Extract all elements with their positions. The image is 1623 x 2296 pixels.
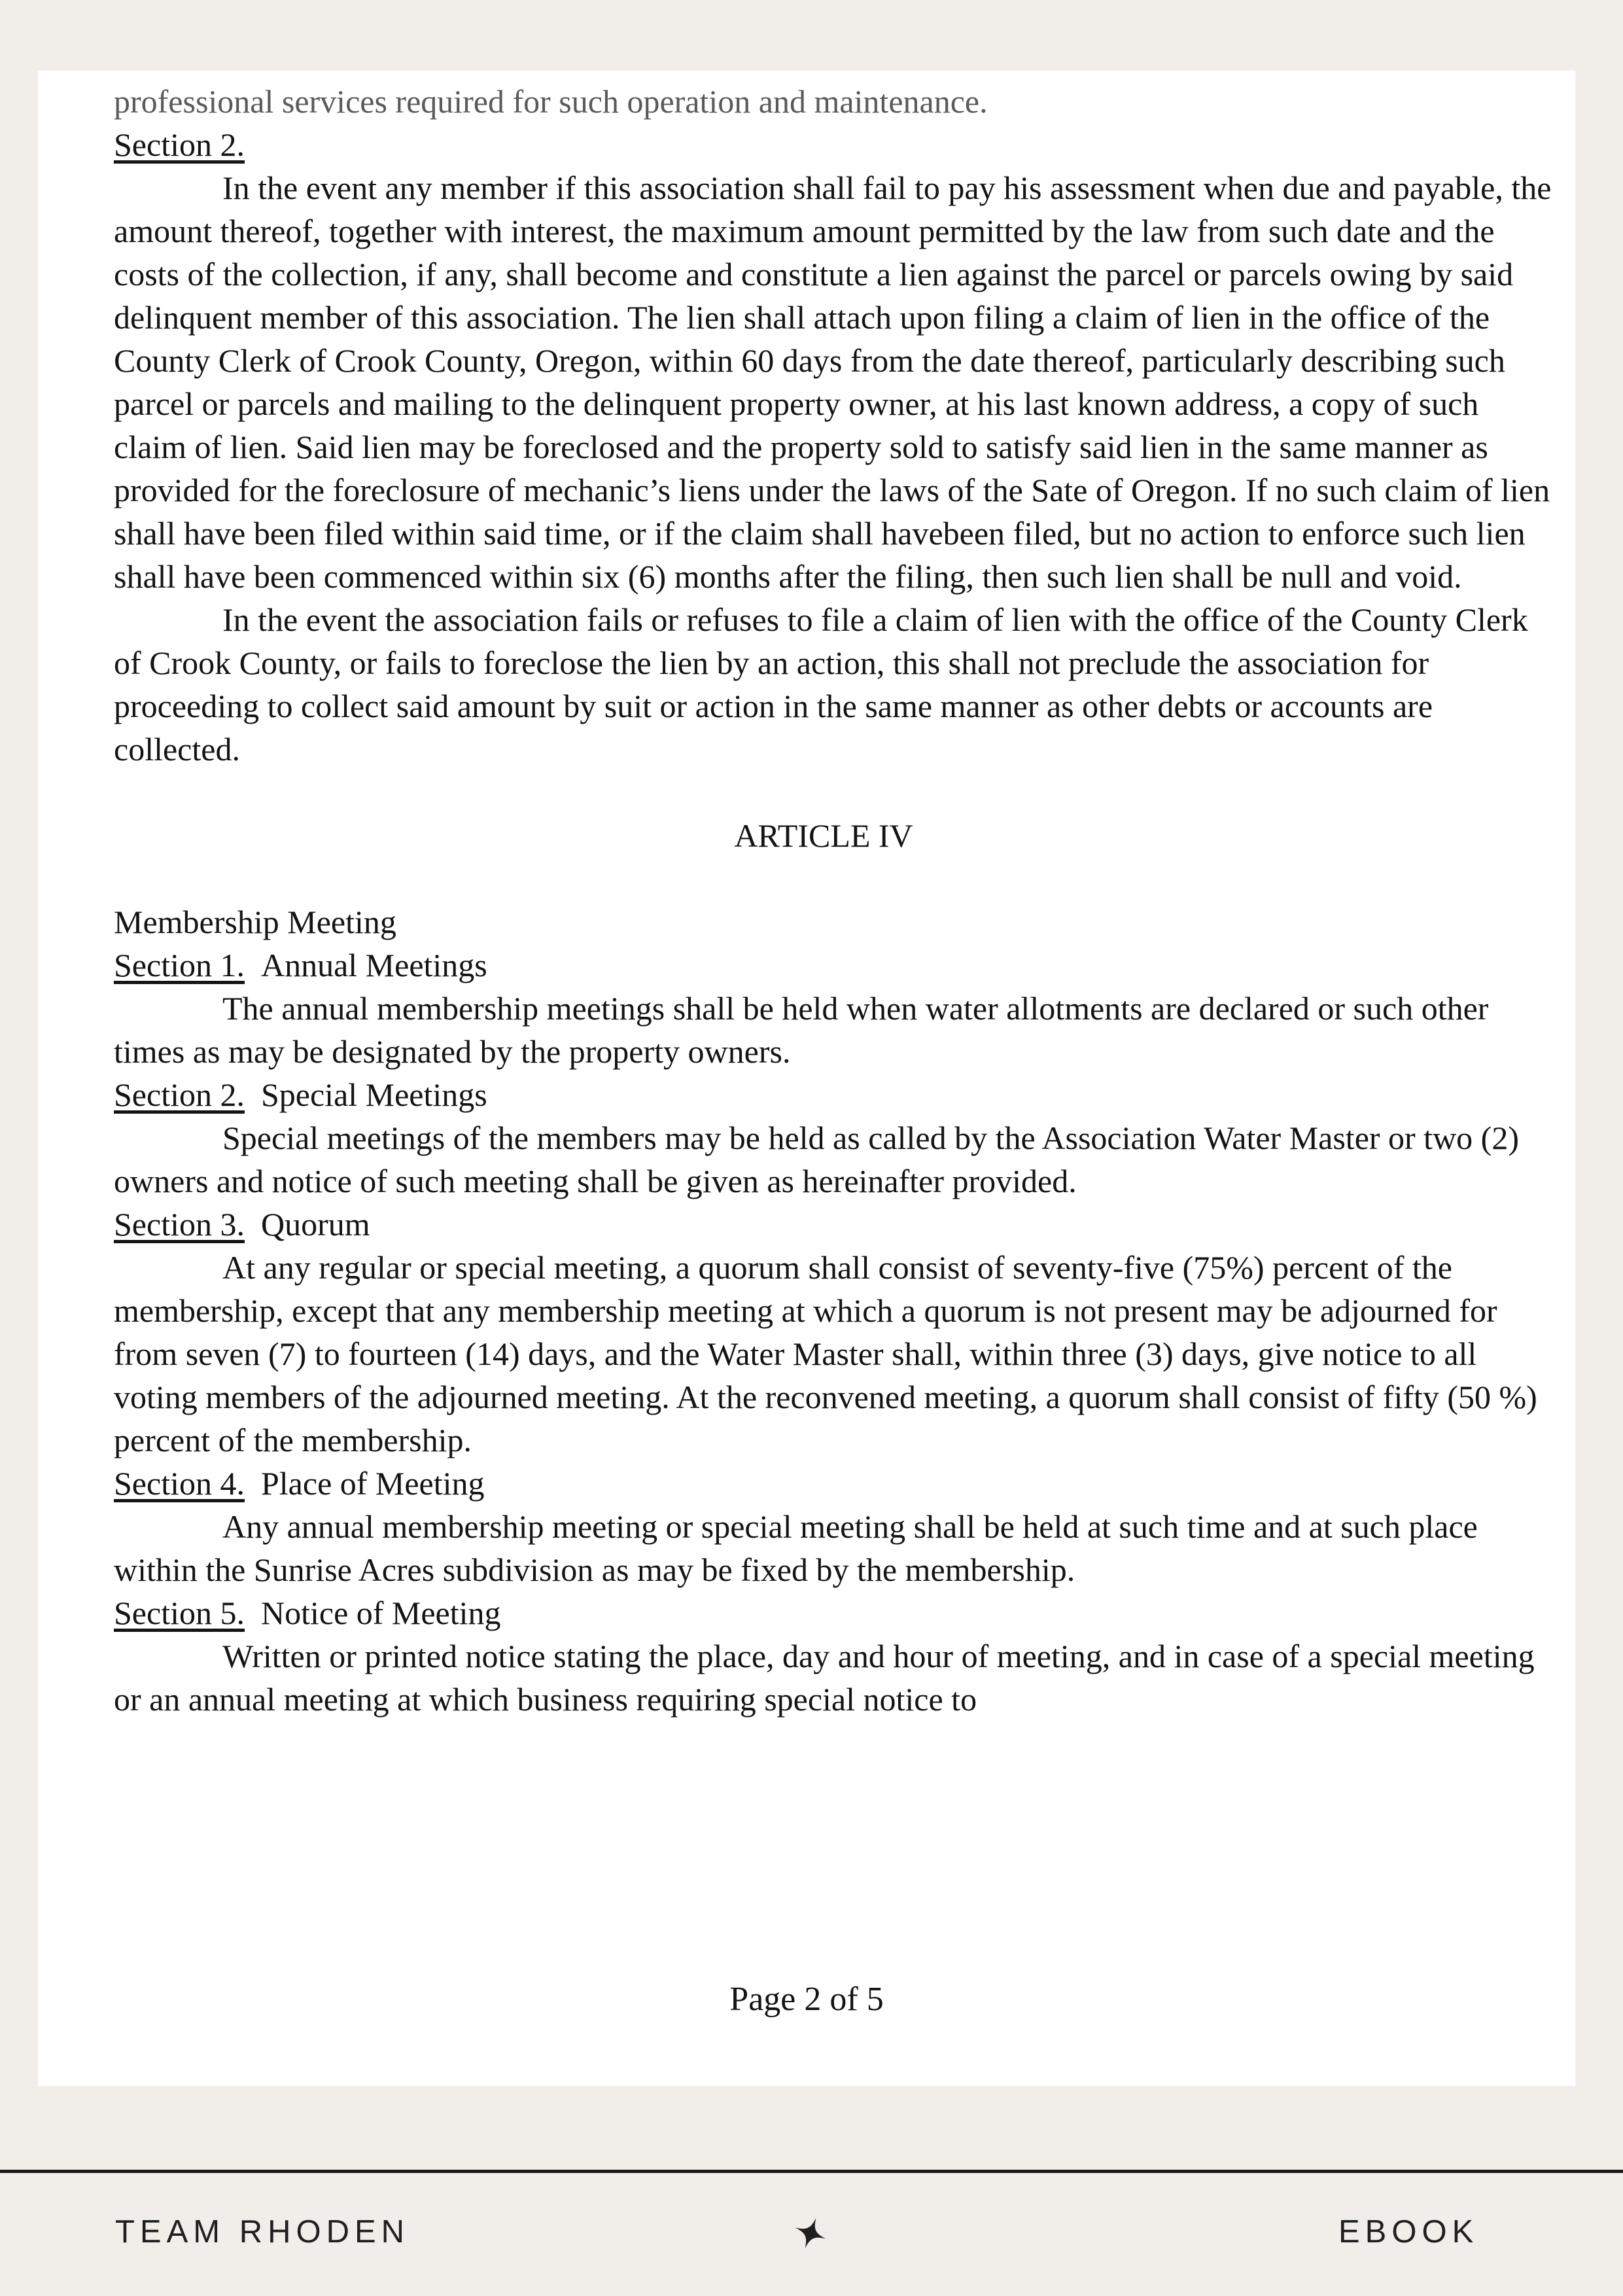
section-body: Any annual membership meeting or special meeting shall be held at such time and at such place within the Sunrise Acres subdivision as may be fixed by the membership. (114, 1508, 1478, 1588)
section-heading: Section 4. (114, 1465, 245, 1502)
section-heading: Section 5. (114, 1595, 245, 1631)
section-heading-row (114, 1591, 1553, 1634)
section-heading-row (114, 1462, 1553, 1505)
section-title: Annual Meetings (260, 947, 487, 983)
footer-brand: TEAM RHODEN (115, 2214, 410, 2250)
footer-label: EBOOK (1338, 2214, 1479, 2250)
section-body: Special meetings of the members may be held as called by the Association Water Master or two (2) owners and notice of such meeting shall be given as hereinafter provided. (114, 1120, 1519, 1199)
section-title: Notice of Meeting (260, 1595, 501, 1631)
section-title: Quorum (260, 1206, 370, 1243)
section-title: Place of Meeting (260, 1465, 485, 1502)
paragraph-collection: In the event the association fails or refuses to file a claim of lien with the office of the County Clerk of Crook County, or fails to foreclose the lien by an action, this shall not preclude the association for proceeding to collect said amount by suit or action in the same manner as other debts or accounts are collected. (114, 601, 1528, 768)
article-heading: ARTICLE IV (734, 817, 913, 854)
section-heading: Section 1. (114, 947, 245, 983)
article-title: Membership Meeting (114, 904, 396, 940)
section-body: At any regular or special meeting, a quorum shall consist of seventy-five (75%) percent of the membership, except that any membership meeting at which a quorum is not present may be adjourned for from seven (7) to fourteen (14) days, and the Water Master shall, within three (3) days, give notice to all voting members of the adjourned meeting. At the reconvened meeting, a quorum shall consist of fifty (50 %) percent of the membership. (114, 1249, 1537, 1458)
section-heading-row (114, 1203, 1553, 1246)
section-heading: Section 2. (114, 1076, 245, 1113)
text-line: professional services required for such operation and maintenance. (114, 83, 988, 120)
four-point-star-icon (792, 2214, 829, 2252)
footer-divider (0, 2170, 1623, 2173)
section-body: Written or printed notice stating the place, day and hour of meeting, and in case of a special meeting or an annual meeting at which business requiring special notice to (114, 1638, 1535, 1718)
section-heading: Section 3. (114, 1206, 245, 1243)
paragraph-lien: In the event any member if this association shall fail to pay his assessment when due and payable, the amount thereof, together with interest, the maximum amount permitted by the law from such date and the costs of the collection, if any, shall become and constitute a lien against the parcel or parcels owing by said delinquent member of this association. The lien shall attach upon filing a claim of lien in the office of the County Clerk of Crook County, Oregon, within 60 days from the date thereof, particularly describing such parcel or parcels and mailing to the delinquent property owner, at his last known address, a copy of such claim of lien. Said lien may be foreclosed and the property sold to satisfy said lien in the same manner as provided for the foreclosure of mechanic’s liens under the laws of the Sate of Oregon. If no such claim of lien shall have been filed within said time, or if the claim shall havebeen filed, but no action to enforce such lien shall have been commenced within six (6) months after the filing, then such lien shall be null and void. (114, 169, 1552, 595)
page-number: Page 2 of 5 (729, 1981, 884, 2018)
section-heading-row (114, 1073, 1553, 1116)
section-body: The annual membership meetings shall be held when water allotments are declared or such other times as may be designated by the property owners. (114, 990, 1489, 1070)
sections-list (114, 944, 1553, 1721)
section-heading-row (114, 944, 1553, 987)
section-title: Special Meetings (260, 1076, 487, 1113)
document-body (114, 80, 1553, 1721)
section-heading: Section 2. (114, 126, 245, 163)
